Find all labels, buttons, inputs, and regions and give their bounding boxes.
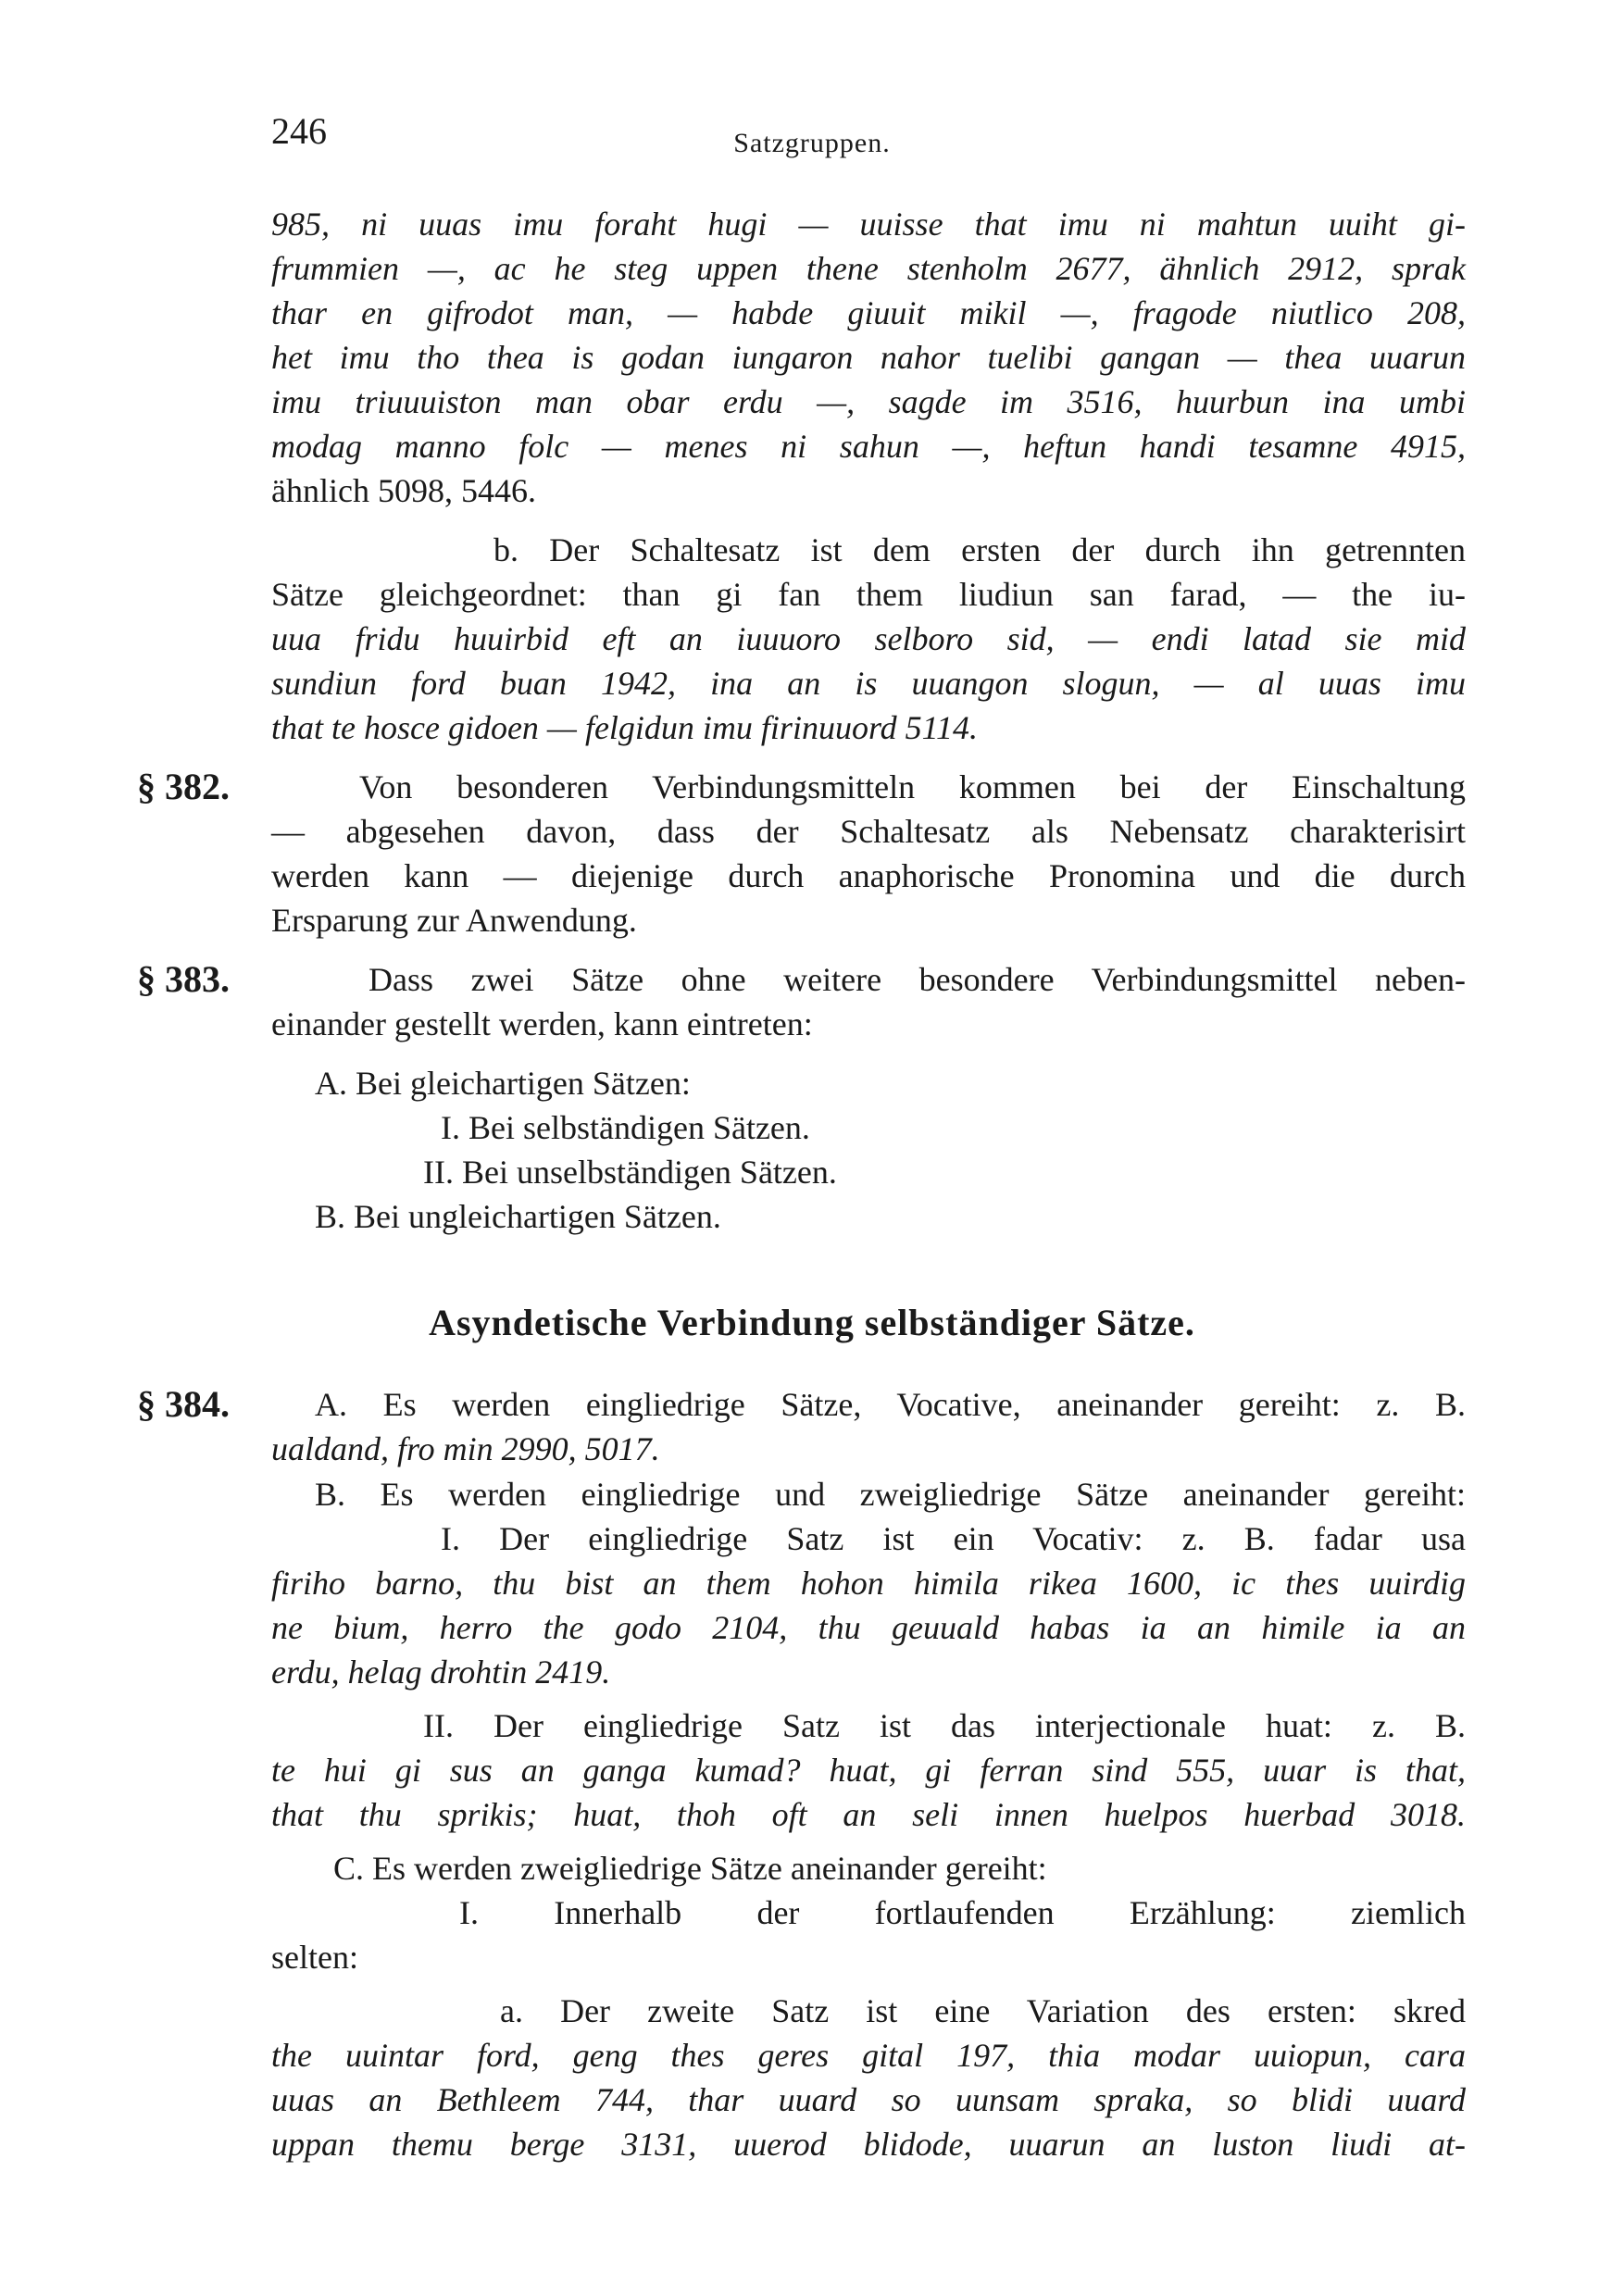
- text-line: selten:: [271, 1939, 358, 1976]
- running-head: Satzgruppen.: [733, 128, 891, 158]
- text-line: C. Es werden zweigliedrige Sätze aneinander gereiht:: [333, 1850, 1047, 1887]
- text-line: uppan themu berge 3131, uuerod blidode, uuarun an luston liudi at-: [271, 2126, 1466, 2163]
- text-line: uua fridu huuirbid eft an iuuuoro selboro sid, — endi latad sie mid: [271, 620, 1466, 657]
- section-heading: Asyndetische Verbindung selbständiger Sätze.: [429, 1302, 1195, 1343]
- section-mark: § 382.: [137, 766, 230, 807]
- text-line: — abgesehen davon, dass der Schaltesatz als Nebensatz charakterisirt: [271, 813, 1466, 850]
- text-line: Dass zwei Sätze ohne weitere besondere Verbindungsmittel neben-: [369, 961, 1466, 998]
- text-line: b. Der Schaltesatz ist dem ersten der durch ihn getrennten: [493, 531, 1466, 568]
- text-line: 985, ni uuas imu foraht hugi — uuisse that imu ni mahtun uuiht gi-: [271, 206, 1466, 243]
- text-line: ualdand, fro min 2990, 5017.: [271, 1430, 660, 1467]
- outline-item: B. Bei ungleichartigen Sätzen.: [315, 1198, 721, 1235]
- text-line: Sätze gleichgeordnet: than gi fan them liudiun san farad, — the iu-: [271, 576, 1466, 613]
- text-line: te hui gi sus an ganga kumad? huat, gi ferran sind 555, uuar is that,: [271, 1752, 1466, 1789]
- text-line: ähnlich 5098, 5446.: [271, 472, 536, 509]
- text-line: einander gestellt werden, kann eintreten:: [271, 1005, 813, 1042]
- text-line: that te hosce gidoen — felgidun imu firinuuord 5114.: [271, 709, 978, 746]
- text-line: imu triuuuiston man obar erdu —, sagde im 3516, huurbun ina umbi: [271, 383, 1466, 420]
- text-line: modag manno folc — menes ni sahun —, heftun handi tesamne 4915,: [271, 428, 1466, 465]
- text-line: uuas an Bethleem 744, thar uuard so uunsam spraka, so blidi uuard: [271, 2081, 1466, 2118]
- text-line: Von besonderen Verbindungsmitteln kommen bei der Einschaltung: [359, 768, 1466, 805]
- text-line: sundiun ford buan 1942, ina an is uuangon slogun, — al uuas imu: [271, 665, 1466, 702]
- text-line: I. Der eingliedrige Satz ist ein Vocativ: z. B. fadar usa: [441, 1520, 1466, 1557]
- text-line: ne bium, herro the godo 2104, thu geuuald habas ia an himile ia an: [271, 1609, 1466, 1646]
- text-line: B. Es werden eingliedrige und zweigliedrige Sätze aneinander gereiht:: [315, 1476, 1466, 1513]
- outline-item: A. Bei gleichartigen Sätzen:: [315, 1065, 691, 1102]
- page-number: 246: [271, 110, 327, 152]
- text-line: I. Innerhalb der fortlaufenden Erzählung: ziemlich: [459, 1894, 1466, 1931]
- text-line: thar en gifrodot man, — habde giuuit mikil —, fragode niutlico 208,: [271, 294, 1466, 331]
- section-mark: § 384.: [137, 1383, 230, 1425]
- outline-item: I. Bei selbständigen Sätzen.: [441, 1109, 810, 1146]
- section-mark: § 383.: [137, 958, 230, 1000]
- text-line: Ersparung zur Anwendung.: [271, 902, 637, 939]
- text-line: II. Der eingliedrige Satz ist das interjectionale huat: z. B.: [423, 1707, 1466, 1744]
- text-line: erdu, helag drohtin 2419.: [271, 1653, 611, 1691]
- text-line: a. Der zweite Satz ist eine Variation des ersten: skred: [500, 1992, 1466, 2029]
- text-line: firiho barno, thu bist an them hohon himila rikea 1600, ic thes uuirdig: [271, 1565, 1466, 1602]
- outline-item: II. Bei unselbständigen Sätzen.: [423, 1154, 837, 1191]
- text-line: frummien —, ac he steg uppen thene stenholm 2677, ähnlich 2912, sprak: [271, 250, 1466, 287]
- text-line: A. Es werden eingliedrige Sätze, Vocative, aneinander gereiht: z. B.: [315, 1386, 1466, 1423]
- text-line: het imu tho thea is godan iungaron nahor tuelibi gangan — thea uuarun: [271, 339, 1466, 376]
- text-line: that thu sprikis; huat, thoh oft an seli innen huelpos huerbad 3018.: [271, 1796, 1466, 1833]
- text-line: the uuintar ford, geng thes geres gital 197, thia modar uuiopun, cara: [271, 2037, 1466, 2074]
- text-line: werden kann — diejenige durch anaphorische Pronomina und die durch: [271, 857, 1466, 894]
